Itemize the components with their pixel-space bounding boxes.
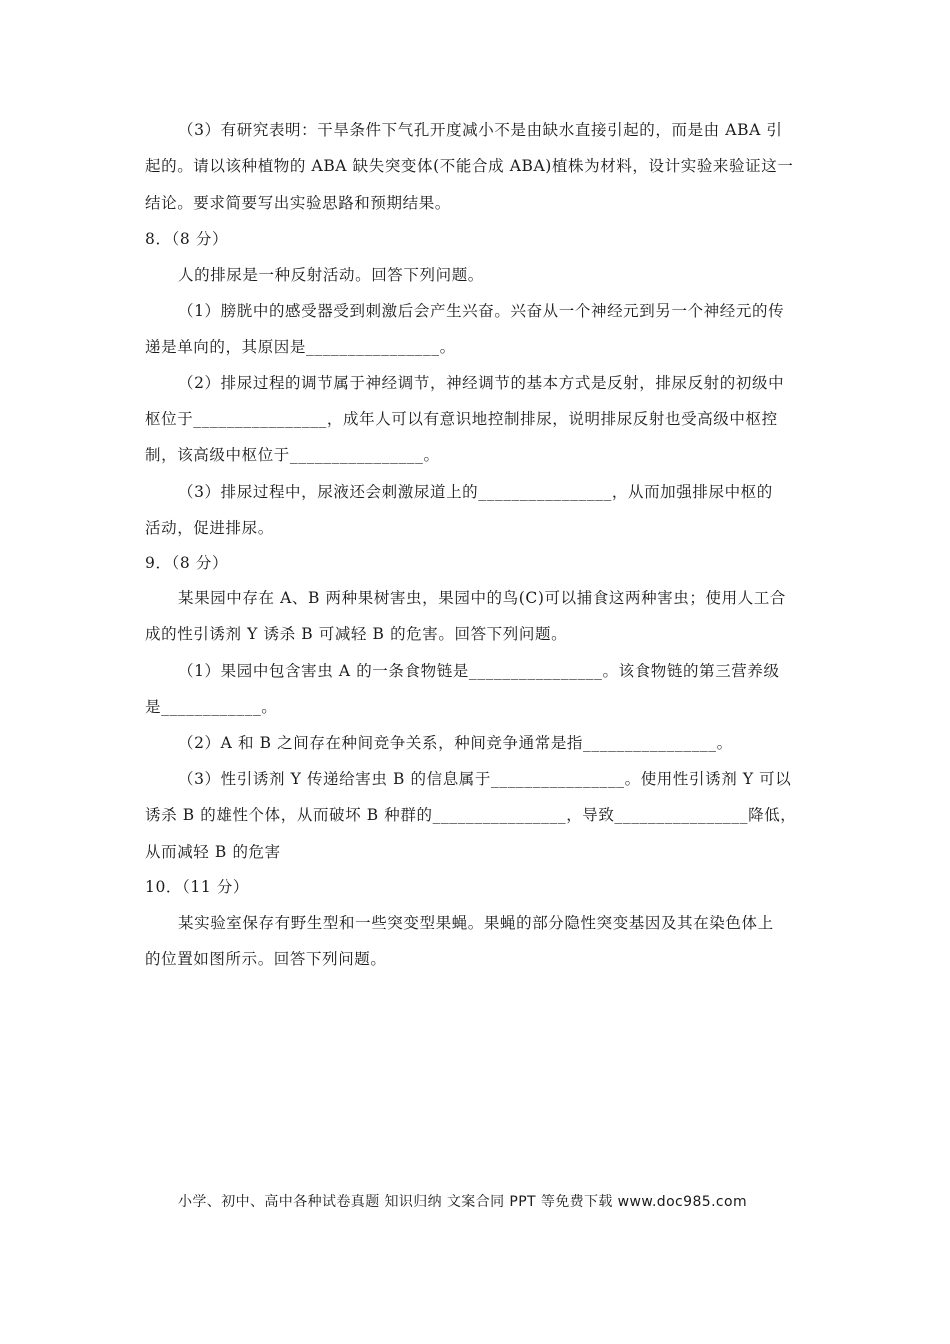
question-8-stem: 人的排尿是一种反射活动。回答下列问题。	[178, 266, 484, 284]
question-8-part-3-line: （3）排尿过程中，尿液还会刺激尿道上的________________，从而加强排尿中枢的	[178, 483, 773, 501]
question-9-part-2-line: （2）A 和 B 之间存在种间竞争关系，种间竞争通常是指________________。	[178, 734, 733, 752]
question-8-heading: 8．（8 分）	[145, 230, 229, 248]
page-footer: 小学、初中、高中各种试卷真题 知识归纳 文案合同 PPT 等免费下载 www.doc985.com	[178, 1194, 748, 1210]
question-8-part-2-line: 制，该高级中枢位于________________。	[145, 446, 440, 464]
question-8-part-2-line: 枢位于________________，成年人可以有意识地控制排尿，说明排尿反射也受高级中枢控	[145, 410, 778, 428]
question-9-part-3-line: 从而减轻 B 的危害	[145, 843, 281, 861]
question-9-part-3-line: 诱杀 B 的雄性个体，从而破坏 B 种群的________________，导致________________降低，	[145, 806, 797, 824]
question-9-part-1-line: 是____________。	[145, 698, 278, 716]
question-8-part-1-line: 递是单向的，其原因是________________。	[145, 338, 456, 356]
question-7-part-3-line: 结论。要求简要写出实验思路和预期结果。	[145, 194, 451, 212]
question-10-stem: 某实验室保存有野生型和一些突变型果蝇。果蝇的部分隐性突变基因及其在染色体上	[178, 914, 774, 932]
question-10-heading: 10．（11 分）	[145, 878, 250, 896]
question-9-stem: 成的性引诱剂 Y 诱杀 B 可减轻 B 的危害。回答下列问题。	[145, 625, 568, 643]
question-9-part-3-line: （3）性引诱剂 Y 传递给害虫 B 的信息属于________________。使用性引诱剂 Y 可以	[178, 770, 792, 788]
question-9-stem: 某果园中存在 A、B 两种果树害虫，果园中的鸟(C)可以捕食这两种害虫；使用人工合	[178, 589, 786, 607]
question-8-part-1-line: （1）膀胱中的感受器受到刺激后会产生兴奋。兴奋从一个神经元到另一个神经元的传	[178, 302, 785, 320]
question-9-heading: 9．（8 分）	[145, 554, 229, 572]
question-7-part-3-line: 起的。请以该种植物的 ABA 缺失突变体(不能合成 ABA)植株为材料，设计实验来验证这一	[145, 157, 794, 175]
question-7-part-3-line: （3）有研究表明：干旱条件下气孔开度减小不是由缺水直接引起的，而是由 ABA 引	[178, 121, 783, 139]
question-8-part-3-line: 活动，促进排尿。	[145, 519, 274, 537]
question-10-stem: 的位置如图所示。回答下列问题。	[145, 950, 387, 968]
question-8-part-2-line: （2）排尿过程的调节属于神经调节，神经调节的基本方式是反射，排尿反射的初级中	[178, 374, 785, 392]
question-9-part-1-line: （1）果园中包含害虫 A 的一条食物链是________________。该食物链的第三营养级	[178, 662, 780, 680]
